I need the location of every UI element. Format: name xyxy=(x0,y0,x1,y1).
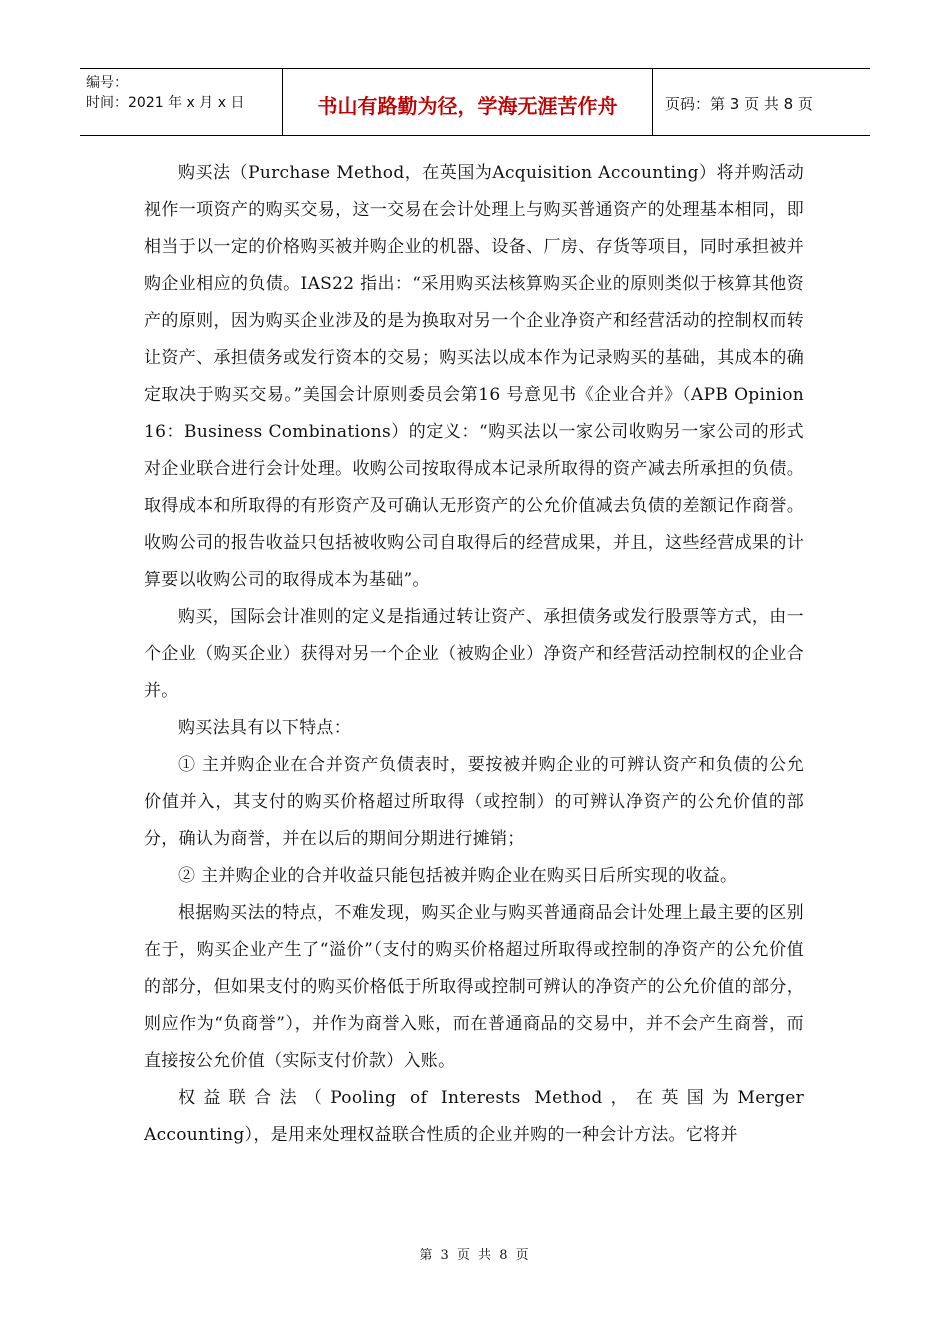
document-number-label: 编号： xyxy=(86,75,128,91)
page-header xyxy=(80,68,870,136)
header-meta xyxy=(80,69,283,135)
header-page-code: 页码：第 3 页 共 8 页 xyxy=(665,94,813,113)
paragraph-features-intro: 购买法具有以下特点： xyxy=(178,718,351,738)
paragraph-purchase-definition: 购买，国际会计准则的定义是指通过转让资产、承担债务或发行股票等方式，由一个企业（购买企业）获得对另一个企业（被购企业）净资产和经营活动控制权的企业合并。 xyxy=(144,607,804,701)
document-body xyxy=(144,155,804,1154)
document-date: 时间：2021 年 x 月 x 日 xyxy=(86,95,245,111)
page-footer: 第 3 页 共 8 页 xyxy=(419,1248,531,1263)
paragraph-difference: 根据购买法的特点，不难发现，购买企业与购买普通商品会计处理上最主要的区别在于，购买企业产生了“溢价”（支付的购买价格超过所取得或控制的净资产的公允价值的部分，但如果支付的购买价格低于所取得或控制可辨认的净资产的公允价值的部分，则应作为“负商誉”），并作为商誉入账，而在普通商品的交易中，并不会产生商誉，而直接按公允价值（实际支付价款）入账。 xyxy=(144,903,804,1071)
list-item-feature-2: ② 主并购企业的合并收益只能包括被并购企业在购买日后所实现的收益。 xyxy=(178,866,738,886)
paragraph-pooling-method: 权益联合法（Pooling of Interests Method，在英国为Merger Accounting），是用来处理权益联合性质的企业并购的一种会计方法。它将并 xyxy=(144,1088,804,1145)
paragraph-purchase-method: 购买法（Purchase Method，在英国为Acquisition Accounting）将并购活动视作一项资产的购买交易，这一交易在会计处理上与购买普通资产的处理基本相同，即相当于以一定的价格购买被并购企业的机器、设备、厂房、存货等项目，同时承担被并购企业相应的负债。IAS22 指出：“采用购买法核算购买企业的原则类似于核算其他资产的原则，因为购买企业涉及的是为换取对另一个企业净资产和经营活动的控制权而转让资产、承担债务或发行资本的交易；购买法以成本作为记录购买的基础，其成本的确定取决于购买交易。”美国会计原则委员会第16 号意见书《企业合并》（APB Opinion 16：Business Combinations）的定义：“购买法以一家公司收购另一家公司的形式对企业联合进行会计处理。收购公司按取得成本记录所取得的资产减去所承担的负债。取得成本和所取得的有形资产及可确认无形资产的公允价值减去负债的差额记作商誉。收购公司的报告收益只包括被收购公司自取得后的经营成果，并且，这些经营成果的计算要以收购公司的取得成本为基础”。 xyxy=(144,163,804,590)
header-motto: 书山有路勤为径，学海无涯苦作舟 xyxy=(283,69,653,135)
list-item-feature-1: ① 主并购企业在合并资产负债表时，要按被并购企业的可辨认资产和负债的公允价值并入，其支付的购买价格超过所取得（或控制）的可辨认净资产的公允价值的部分，确认为商誉，并在以后的期间分期进行摊销； xyxy=(144,755,804,849)
